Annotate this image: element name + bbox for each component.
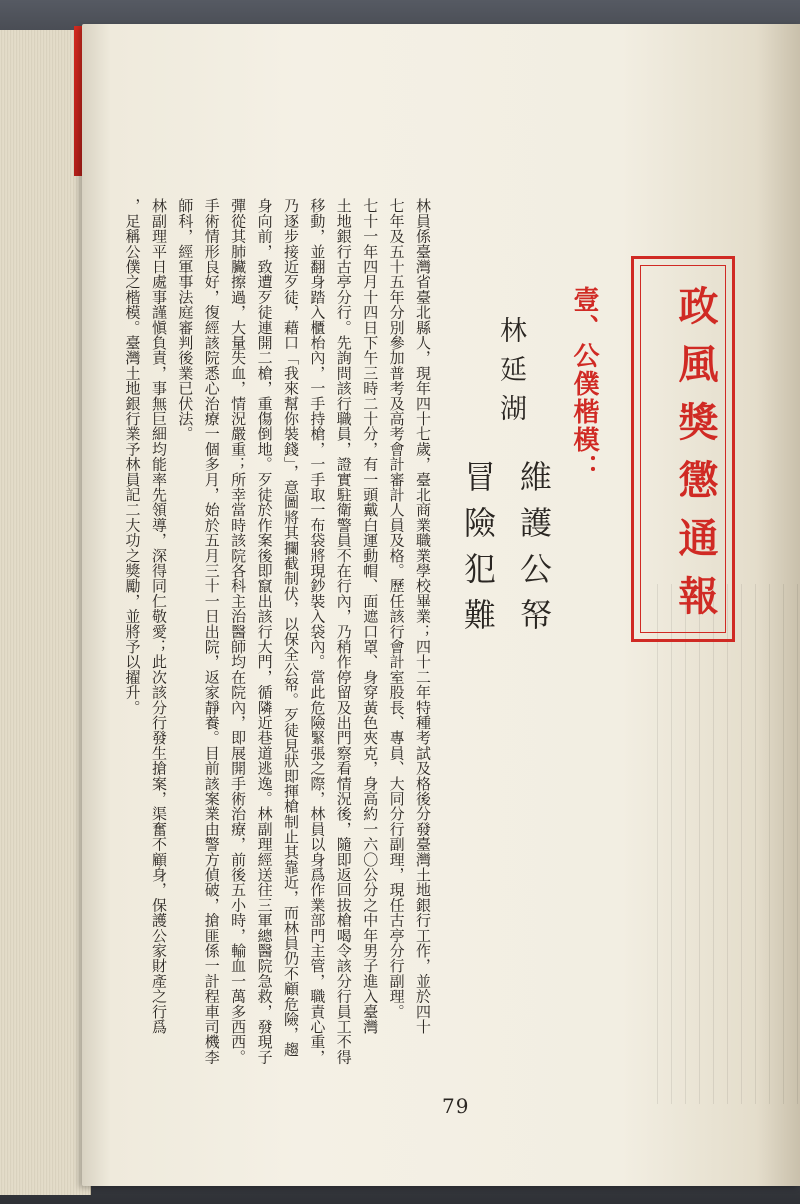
subject-line-2: 冒險犯難 (459, 460, 497, 644)
page-number: 79 (442, 1094, 470, 1118)
text-column: 彈從其肺臟擦過，大量失血，情況嚴重；所幸當時該院各科主治醫師均在院內，即展開手術治療，前後五小時，輸血一萬多西西。 (229, 198, 248, 1065)
text-column: 林副理平日處事謹愼負責，事無巨細均能率先領導，深得同仁敬愛；此次該分行發生搶案，渠奮不顧身，保護公家財產之行爲 (149, 198, 168, 1034)
article-body (119, 198, 436, 1078)
section-title: 壹、公僕楷模： (569, 286, 599, 482)
subject-line-1: 維護公帑 (515, 460, 553, 644)
text-column: 土地銀行古亭分行。先詢問該行職員，證實駐衛警員不在行內，乃稍作停留及出門察看情況後，隨即返回拔槍喝令該分行員工不得 (334, 198, 353, 1065)
text-column: ，足稱公僕之楷模。臺灣土地銀行業予林員記二大功之獎勵，並將予以擢升。 (123, 198, 142, 715)
person-name: 林延湖 (495, 316, 526, 433)
text-column: 身向前，致遭歹徒連開二槍，重傷倒地。歹徒於作案後即竄出該行大門，循隣近巷道逃逸。林副理經送往三軍總醫院急救，發現子 (255, 198, 274, 1065)
page-heading: 政風獎懲通報 (672, 285, 719, 633)
page-edges (0, 30, 91, 1195)
text-column: 乃逐步接近歹徒，藉口「我來幫你裝錢」，意圖將其攔截制伏，以保全公帑。歹徒見狀即揮槍制止其靠近，而林員仍不顧危險，趨 (281, 198, 300, 1057)
text-column: 移動，並翻身踏入櫃枱內，一手持槍，一手取一布袋將現鈔裝入袋內。當此危險緊張之際，林員以身爲作業部門主管，職責心重， (308, 198, 327, 1065)
text-column: 七十一年四月十四日下午三時二十分，有一頭戴白運動帽、面遮口罩、身穿黃色夾克，身高約一六〇公分之中年男子進入臺灣 (361, 198, 380, 1034)
text-column: 手術情形良好，復經該院悉心治療一個多月，始於五月三十一日出院，返家靜養。目前該案業由警方偵破，搶匪係一計程車司機李 (202, 198, 221, 1065)
show-through-text (657, 584, 800, 1104)
text-column: 七年及五十五年分別參加普考及高考會計審計人員及格。歷任該行會計室股長、專員、大同分行副理，現任古亭分行副理。 (387, 198, 406, 1019)
text-column: 師科，經軍事法庭審判後業已伏法。 (176, 198, 195, 442)
text-column: 林員係臺灣省臺北縣人，現年四十七歲，臺北商業職業學校畢業；四十二年特種考試及格後分發臺灣土地銀行工作，並於四十 (414, 198, 432, 1034)
heading-frame (631, 256, 735, 642)
